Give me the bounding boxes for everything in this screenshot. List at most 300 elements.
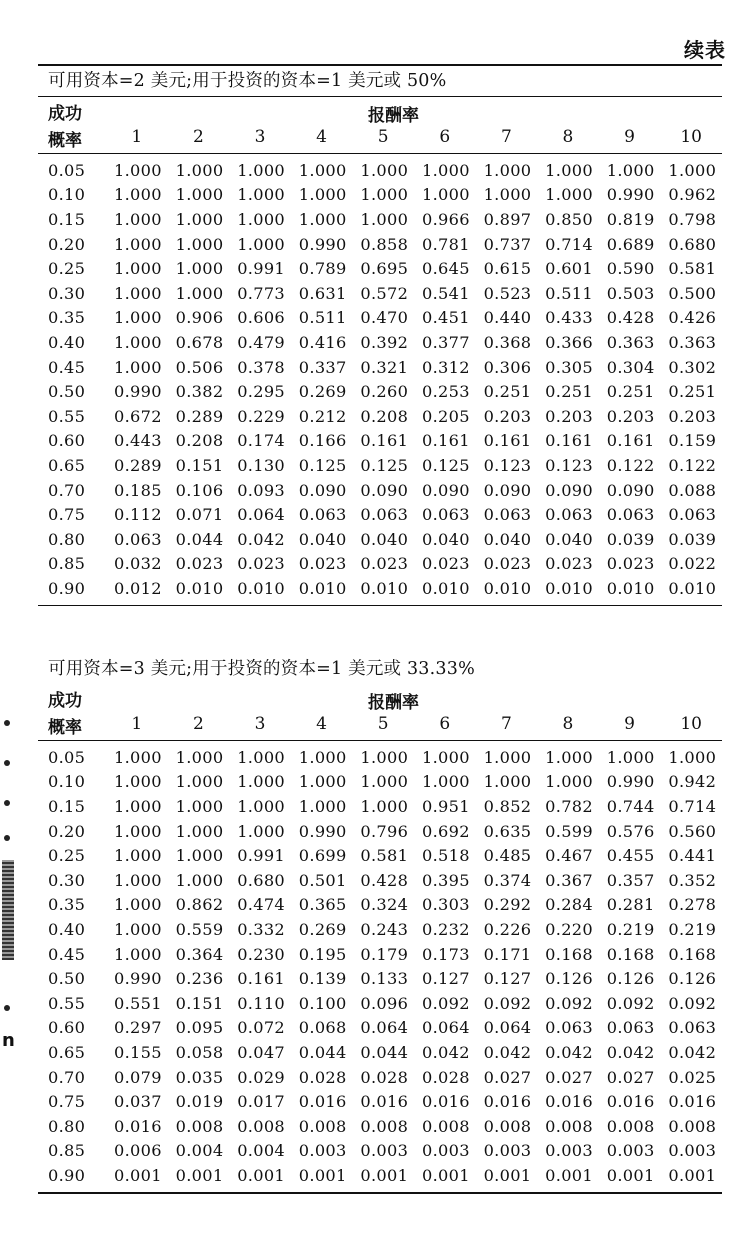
value-cell: 0.023 [175, 554, 224, 574]
value-cell: 0.092 [421, 993, 470, 1013]
value-cell: 1.000 [360, 747, 409, 767]
value-cell: 0.363 [668, 332, 717, 352]
value-cell: 0.796 [360, 821, 409, 841]
value-cell: 0.161 [483, 431, 532, 451]
table-row [38, 429, 730, 454]
table-row [38, 1065, 730, 1090]
value-cell: 0.095 [175, 1018, 224, 1038]
table-row [38, 576, 730, 601]
table-row [38, 1114, 730, 1139]
value-cell: 0.008 [298, 1116, 347, 1136]
probability-cell: 0.45 [48, 357, 86, 377]
value-cell: 0.303 [421, 895, 470, 915]
column-headers [106, 127, 722, 147]
value-cell: 0.226 [483, 919, 532, 939]
value-cell: 0.079 [114, 1067, 162, 1087]
table-row [38, 1163, 730, 1188]
value-cell: 0.174 [237, 431, 286, 451]
value-cell: 0.433 [545, 308, 593, 328]
value-cell: 0.110 [237, 993, 286, 1013]
column-header: 2 [192, 714, 204, 734]
value-cell: 0.022 [668, 554, 717, 574]
page-header: 续表 [684, 38, 726, 62]
value-cell: 0.470 [360, 308, 409, 328]
probability-cell: 0.85 [48, 1141, 86, 1161]
table-row [38, 893, 730, 918]
value-cell: 0.441 [668, 846, 717, 866]
value-cell: 1.000 [175, 259, 224, 279]
value-cell: 0.695 [360, 259, 409, 279]
probability-cell: 0.25 [48, 259, 86, 279]
value-cell: 1.000 [483, 772, 532, 792]
value-cell: 0.027 [545, 1067, 593, 1087]
value-cell: 0.008 [606, 1116, 655, 1136]
value-cell: 0.003 [360, 1141, 409, 1161]
value-cell: 0.001 [421, 1165, 470, 1185]
value-cell: 0.161 [545, 431, 593, 451]
value-cell: 1.000 [483, 747, 532, 767]
bottom-rule [38, 1192, 722, 1194]
value-cell: 0.008 [545, 1116, 593, 1136]
value-cell: 0.001 [360, 1165, 409, 1185]
value-cell: 0.130 [237, 455, 286, 475]
value-cell: 0.269 [298, 382, 347, 402]
value-cell: 0.991 [237, 846, 286, 866]
value-cell: 1.000 [545, 185, 593, 205]
value-cell: 0.001 [298, 1165, 347, 1185]
table-row [38, 281, 730, 306]
value-cell: 0.990 [298, 234, 347, 254]
value-cell: 0.689 [606, 234, 655, 254]
probability-cell: 0.50 [48, 969, 86, 989]
table-row [38, 256, 730, 281]
value-cell: 0.942 [668, 772, 717, 792]
table-row [38, 942, 730, 967]
value-cell: 0.253 [421, 382, 470, 402]
value-cell: 0.139 [298, 969, 347, 989]
value-cell: 0.044 [360, 1042, 409, 1062]
value-cell: 0.428 [360, 870, 409, 890]
value-cell: 0.576 [606, 821, 655, 841]
value-cell: 1.000 [114, 332, 162, 352]
probability-cell: 0.90 [48, 578, 86, 598]
value-cell: 0.862 [175, 895, 224, 915]
value-cell: 1.000 [483, 185, 532, 205]
value-cell: 0.090 [421, 480, 470, 500]
value-cell: 1.000 [237, 234, 286, 254]
value-cell: 0.897 [483, 209, 532, 229]
value-cell: 1.000 [114, 209, 162, 229]
margin-noise-bar [2, 860, 14, 960]
value-cell: 0.155 [114, 1042, 162, 1062]
value-cell: 0.001 [668, 1165, 717, 1185]
probability-cell: 0.35 [48, 895, 86, 915]
value-cell: 0.990 [114, 382, 162, 402]
value-cell: 0.392 [360, 332, 409, 352]
value-cell: 1.000 [360, 772, 409, 792]
value-cell: 0.126 [606, 969, 655, 989]
value-cell: 0.168 [606, 944, 655, 964]
value-cell: 0.168 [545, 944, 593, 964]
value-cell: 0.090 [483, 480, 532, 500]
value-cell: 1.000 [298, 772, 347, 792]
value-cell: 0.680 [237, 870, 286, 890]
value-cell: 0.023 [606, 554, 655, 574]
value-cell: 0.161 [421, 431, 470, 451]
value-cell: 1.000 [545, 747, 593, 767]
column-header: 7 [500, 714, 512, 734]
value-cell: 0.966 [421, 209, 470, 229]
value-cell: 0.297 [114, 1018, 162, 1038]
probability-cell: 0.30 [48, 283, 86, 303]
column-header: 5 [377, 714, 389, 734]
value-cell: 0.010 [360, 578, 409, 598]
value-cell: 0.284 [545, 895, 593, 915]
value-cell: 0.185 [114, 480, 162, 500]
value-cell: 0.195 [298, 944, 347, 964]
value-cell: 1.000 [237, 185, 286, 205]
value-cell: 0.990 [606, 185, 655, 205]
value-cell: 0.072 [237, 1018, 286, 1038]
value-cell: 0.455 [606, 846, 655, 866]
value-cell: 0.312 [421, 357, 470, 377]
value-cell: 0.229 [237, 406, 286, 426]
value-cell: 1.000 [114, 357, 162, 377]
value-cell: 0.019 [175, 1092, 224, 1112]
margin-dot [4, 1005, 10, 1011]
value-cell: 0.151 [175, 455, 224, 475]
probability-cell: 0.45 [48, 944, 86, 964]
probability-table [38, 741, 730, 1188]
value-cell: 0.378 [237, 357, 286, 377]
margin-dot [4, 720, 10, 726]
probability-cell: 0.80 [48, 1116, 86, 1136]
probability-cell: 0.10 [48, 772, 86, 792]
value-cell: 0.850 [545, 209, 593, 229]
value-cell: 0.003 [421, 1141, 470, 1161]
table-row [38, 232, 730, 257]
value-cell: 1.000 [114, 185, 162, 205]
value-cell: 0.159 [668, 431, 717, 451]
value-cell: 1.000 [360, 209, 409, 229]
value-cell: 0.506 [175, 357, 224, 377]
value-cell: 0.092 [606, 993, 655, 1013]
value-cell: 1.000 [668, 160, 717, 180]
value-cell: 0.990 [606, 772, 655, 792]
column-header: 1 [131, 127, 143, 147]
table-row [38, 379, 730, 404]
value-cell: 0.044 [298, 1042, 347, 1062]
value-cell: 0.016 [545, 1092, 593, 1112]
value-cell: 1.000 [298, 209, 347, 229]
table-row [38, 154, 730, 183]
column-header: 5 [377, 127, 389, 147]
value-cell: 1.000 [237, 160, 286, 180]
value-cell: 0.289 [114, 455, 162, 475]
column-header: 3 [254, 127, 266, 147]
table-row [38, 330, 730, 355]
value-cell: 1.000 [545, 772, 593, 792]
value-cell: 1.000 [114, 772, 162, 792]
value-cell: 0.219 [606, 919, 655, 939]
value-cell: 1.000 [114, 308, 162, 328]
value-cell: 0.092 [545, 993, 593, 1013]
value-cell: 1.000 [175, 209, 224, 229]
table-row [38, 794, 730, 819]
value-cell: 0.382 [175, 382, 224, 402]
value-cell: 0.016 [483, 1092, 532, 1112]
table-row [38, 306, 730, 331]
value-cell: 0.366 [545, 332, 593, 352]
table-caption: 可用资本=3 美元;用于投资的资本=1 美元或 33.33% [48, 659, 475, 679]
value-cell: 0.016 [114, 1116, 162, 1136]
value-cell: 0.090 [545, 480, 593, 500]
value-cell: 0.096 [360, 993, 409, 1013]
value-cell: 0.123 [483, 455, 532, 475]
table-row [38, 502, 730, 527]
value-cell: 0.042 [483, 1042, 532, 1062]
value-cell: 0.161 [606, 431, 655, 451]
value-cell: 0.040 [298, 529, 347, 549]
value-cell: 0.040 [483, 529, 532, 549]
value-cell: 1.000 [175, 772, 224, 792]
value-cell: 0.123 [545, 455, 593, 475]
probability-cell: 0.10 [48, 185, 86, 205]
value-cell: 0.260 [360, 382, 409, 402]
value-cell: 0.714 [545, 234, 593, 254]
value-cell: 0.064 [237, 505, 286, 525]
column-header: 4 [316, 714, 327, 734]
value-cell: 1.000 [175, 160, 224, 180]
margin-dot [4, 800, 10, 806]
column-header: 8 [562, 127, 574, 147]
value-cell: 0.023 [421, 554, 470, 574]
value-cell: 0.063 [668, 505, 717, 525]
row-label-bottom: 概率 [48, 718, 82, 738]
value-cell: 0.581 [360, 846, 409, 866]
table-row [38, 453, 730, 478]
row-label-top: 成功 [48, 691, 82, 711]
value-cell: 1.000 [237, 772, 286, 792]
margin-letter: n [2, 1030, 15, 1051]
value-cell: 0.377 [421, 332, 470, 352]
value-cell: 0.503 [606, 283, 655, 303]
column-header: 1 [131, 714, 143, 734]
value-cell: 0.560 [668, 821, 717, 841]
value-cell: 0.112 [114, 505, 162, 525]
value-cell: 0.541 [421, 283, 470, 303]
value-cell: 0.092 [483, 993, 532, 1013]
value-cell: 0.016 [421, 1092, 470, 1112]
value-cell: 0.063 [298, 505, 347, 525]
value-cell: 0.208 [175, 431, 224, 451]
column-header: 7 [500, 127, 512, 147]
table-row [38, 868, 730, 893]
value-cell: 0.122 [606, 455, 655, 475]
value-cell: 0.615 [483, 259, 532, 279]
value-cell: 0.010 [606, 578, 655, 598]
value-cell: 0.040 [360, 529, 409, 549]
value-cell: 0.203 [606, 406, 655, 426]
value-cell: 0.023 [360, 554, 409, 574]
value-cell: 0.678 [175, 332, 224, 352]
table-row [38, 1089, 730, 1114]
value-cell: 0.125 [421, 455, 470, 475]
value-cell: 0.063 [545, 505, 593, 525]
value-cell: 0.737 [483, 234, 532, 254]
value-cell: 1.000 [114, 283, 162, 303]
value-cell: 0.281 [606, 895, 655, 915]
value-cell: 0.125 [360, 455, 409, 475]
value-cell: 0.090 [606, 480, 655, 500]
table-header [38, 97, 722, 153]
value-cell: 1.000 [175, 846, 224, 866]
table-row [38, 819, 730, 844]
value-cell: 0.321 [360, 357, 409, 377]
value-cell: 1.000 [114, 747, 162, 767]
value-cell: 0.474 [237, 895, 286, 915]
value-cell: 0.047 [237, 1042, 286, 1062]
probability-cell: 0.15 [48, 209, 86, 229]
value-cell: 0.467 [545, 846, 593, 866]
value-cell: 0.071 [175, 505, 224, 525]
value-cell: 0.426 [668, 308, 717, 328]
value-cell: 0.122 [668, 455, 717, 475]
value-cell: 1.000 [175, 870, 224, 890]
value-cell: 0.127 [483, 969, 532, 989]
probability-cell: 0.75 [48, 1092, 86, 1112]
probability-cell: 0.70 [48, 480, 86, 500]
value-cell: 1.000 [360, 796, 409, 816]
value-cell: 0.100 [298, 993, 347, 1013]
value-cell: 0.042 [237, 529, 286, 549]
value-cell: 0.168 [668, 944, 717, 964]
value-cell: 1.000 [237, 796, 286, 816]
value-cell: 0.416 [298, 332, 347, 352]
value-cell: 0.714 [668, 796, 717, 816]
probability-cell: 0.70 [48, 1067, 86, 1087]
group-title: 报酬率 [368, 106, 419, 126]
value-cell: 0.251 [606, 382, 655, 402]
table-row [38, 1040, 730, 1065]
value-cell: 0.042 [545, 1042, 593, 1062]
value-cell: 0.395 [421, 870, 470, 890]
value-cell: 0.428 [606, 308, 655, 328]
value-cell: 0.003 [483, 1141, 532, 1161]
column-header: 4 [316, 127, 327, 147]
probability-cell: 0.05 [48, 160, 86, 180]
probability-cell: 0.35 [48, 308, 86, 328]
value-cell: 0.003 [668, 1141, 717, 1161]
value-cell: 1.000 [175, 185, 224, 205]
value-cell: 0.032 [114, 554, 162, 574]
value-cell: 0.126 [668, 969, 717, 989]
value-cell: 1.000 [360, 160, 409, 180]
value-cell: 0.858 [360, 234, 409, 254]
value-cell: 0.039 [606, 529, 655, 549]
value-cell: 0.744 [606, 796, 655, 816]
value-cell: 0.017 [237, 1092, 286, 1112]
column-header: 6 [439, 714, 451, 734]
probability-cell: 0.85 [48, 554, 86, 574]
value-cell: 0.599 [545, 821, 593, 841]
value-cell: 0.606 [237, 308, 286, 328]
value-cell: 1.000 [114, 944, 162, 964]
value-cell: 0.203 [545, 406, 593, 426]
value-cell: 1.000 [175, 821, 224, 841]
value-cell: 0.572 [360, 283, 409, 303]
value-cell: 0.500 [668, 283, 717, 303]
value-cell: 0.171 [483, 944, 532, 964]
probability-cell: 0.20 [48, 821, 86, 841]
value-cell: 0.042 [606, 1042, 655, 1062]
probability-cell: 0.65 [48, 455, 86, 475]
table-row [38, 991, 730, 1016]
value-cell: 0.601 [545, 259, 593, 279]
value-cell: 0.039 [668, 529, 717, 549]
bottom-rule [38, 605, 722, 606]
value-cell: 1.000 [114, 234, 162, 254]
value-cell: 0.161 [360, 431, 409, 451]
value-cell: 0.232 [421, 919, 470, 939]
value-cell: 0.010 [483, 578, 532, 598]
value-cell: 0.008 [175, 1116, 224, 1136]
probability-cell: 0.65 [48, 1042, 86, 1062]
value-cell: 0.063 [114, 529, 162, 549]
value-cell: 0.292 [483, 895, 532, 915]
value-cell: 0.166 [298, 431, 347, 451]
value-cell: 0.692 [421, 821, 470, 841]
table-block-capital-2 [38, 64, 722, 606]
value-cell: 0.212 [298, 406, 347, 426]
value-cell: 0.028 [298, 1067, 347, 1087]
value-cell: 0.012 [114, 578, 162, 598]
value-cell: 1.000 [114, 796, 162, 816]
value-cell: 0.357 [606, 870, 655, 890]
value-cell: 1.000 [421, 772, 470, 792]
group-title: 报酬率 [368, 693, 419, 713]
value-cell: 0.511 [545, 283, 593, 303]
column-header: 9 [624, 714, 635, 734]
value-cell: 0.485 [483, 846, 532, 866]
value-cell: 0.010 [175, 578, 224, 598]
table-row [38, 843, 730, 868]
value-cell: 0.230 [237, 944, 286, 964]
probability-cell: 0.05 [48, 747, 86, 767]
table-row [38, 207, 730, 232]
value-cell: 0.635 [483, 821, 532, 841]
value-cell: 0.063 [360, 505, 409, 525]
value-cell: 0.023 [545, 554, 593, 574]
value-cell: 0.243 [360, 919, 409, 939]
value-cell: 0.010 [545, 578, 593, 598]
value-cell: 1.000 [606, 160, 655, 180]
value-cell: 0.090 [360, 480, 409, 500]
value-cell: 0.205 [421, 406, 470, 426]
value-cell: 0.220 [545, 919, 593, 939]
value-cell: 0.088 [668, 480, 717, 500]
value-cell: 0.008 [421, 1116, 470, 1136]
value-cell: 0.092 [668, 993, 717, 1013]
value-cell: 0.003 [545, 1141, 593, 1161]
table-row [38, 404, 730, 429]
value-cell: 0.068 [298, 1018, 347, 1038]
value-cell: 0.208 [360, 406, 409, 426]
value-cell: 0.906 [175, 308, 224, 328]
value-cell: 0.645 [421, 259, 470, 279]
value-cell: 0.590 [606, 259, 655, 279]
value-cell: 0.001 [545, 1165, 593, 1185]
